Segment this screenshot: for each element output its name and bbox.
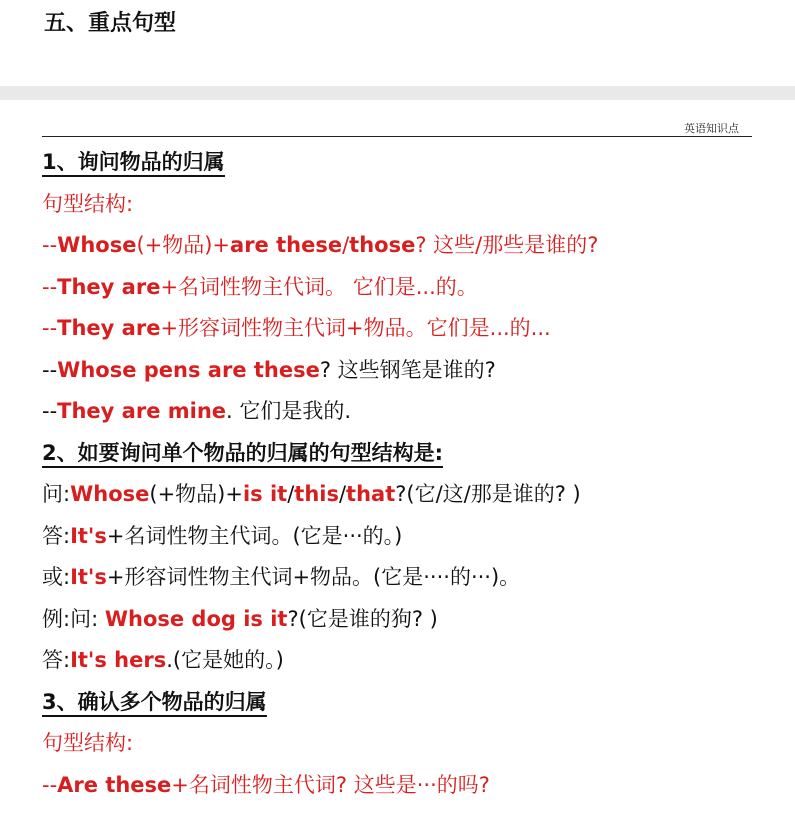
text-segment: +名词性物主代词。 它们是...的。 — [160, 275, 478, 299]
text-segment: 1、询问物品的归属 — [42, 150, 225, 174]
line-text — [42, 690, 267, 717]
text-segment: It's — [70, 524, 107, 548]
header-label: 英语知识点 — [684, 122, 739, 135]
line-text — [42, 482, 581, 506]
section-heading — [42, 148, 225, 176]
text-segment: +形容词性物主代词+物品。(它是····的···)。 — [106, 565, 521, 589]
text-segment: (+物品)+ — [149, 482, 243, 506]
text-segment: +形容词性物主代词+物品。它们是...的... — [160, 316, 551, 340]
text-segment: Whose dog is it — [104, 607, 288, 631]
text-segment: (+物品)+ — [136, 233, 231, 257]
text-segment: / — [287, 482, 295, 506]
line-text — [42, 731, 133, 755]
text-segment: They are mine — [57, 399, 227, 423]
section-title: 五、重点句型 — [44, 11, 177, 36]
text-segment: / — [338, 482, 347, 506]
line-text — [42, 358, 496, 382]
line-text — [42, 773, 490, 797]
line-text — [42, 607, 438, 631]
text-line — [42, 231, 598, 259]
text-line — [42, 314, 551, 342]
text-segment: 3、确认多个物品的归属 — [42, 690, 267, 714]
text-segment: are these — [230, 233, 343, 257]
text-segment: Whose — [70, 482, 150, 506]
text-segment: .(它是她的。) — [166, 648, 284, 672]
text-segment: 句型结构: — [42, 192, 134, 216]
text-segment: / — [342, 233, 350, 257]
text-segment: Whose pens are these — [57, 358, 320, 382]
text-segment: 答: — [42, 524, 71, 548]
text-segment: -- — [42, 316, 58, 340]
text-segment: They are — [57, 275, 161, 299]
text-line — [42, 480, 581, 508]
line-text — [42, 399, 351, 423]
document-page — [0, 100, 795, 817]
text-segment: ?(它是谁的狗? ) — [287, 607, 438, 631]
text-line — [42, 273, 478, 301]
text-segment: -- — [42, 399, 58, 423]
line-text — [42, 233, 598, 257]
line-text — [42, 275, 478, 299]
text-segment: It's — [70, 565, 107, 589]
text-segment: +名词性物主代词? 这些是···的吗? — [171, 773, 490, 797]
text-line — [42, 729, 133, 757]
header-rule — [42, 136, 752, 137]
line-text — [42, 648, 284, 672]
line-text — [42, 441, 443, 468]
text-segment: 例:问: — [42, 607, 105, 631]
text-segment: -- — [42, 358, 58, 382]
text-segment: 答: — [42, 648, 71, 672]
text-segment: They are — [57, 316, 161, 340]
text-line — [42, 646, 284, 674]
text-segment: that — [346, 482, 396, 506]
line-text — [42, 316, 551, 340]
previous-page — [0, 0, 795, 86]
text-line — [42, 190, 133, 218]
text-line — [42, 771, 490, 799]
line-text — [42, 524, 402, 548]
text-segment: -- — [42, 233, 58, 257]
text-segment: those — [349, 233, 416, 257]
text-segment: +名词性物主代词。(它是···的。) — [106, 524, 403, 548]
section-heading — [42, 439, 443, 467]
text-segment: . 它们是我的. — [226, 399, 352, 423]
text-segment: 句型结构: — [42, 731, 134, 755]
text-segment: is it — [242, 482, 288, 506]
text-line — [42, 397, 351, 425]
text-segment: Are these — [57, 773, 172, 797]
text-line — [42, 356, 496, 384]
text-segment: ?(它/这/那是谁的? ) — [395, 482, 581, 506]
text-segment: ? 这些钢笔是谁的? — [319, 358, 496, 382]
text-line — [42, 522, 402, 550]
text-line — [42, 605, 438, 633]
text-segment: 或: — [42, 565, 71, 589]
text-segment: this — [294, 482, 339, 506]
section-heading — [42, 688, 267, 716]
text-segment: 2、如要询问单个物品的归属的句型结构是: — [42, 441, 444, 465]
text-segment: -- — [42, 275, 58, 299]
text-segment: ? 这些/那些是谁的? — [415, 233, 599, 257]
text-segment: -- — [42, 773, 58, 797]
text-segment: It's hers — [70, 648, 167, 672]
line-text — [42, 565, 520, 589]
line-text — [42, 192, 133, 216]
text-segment: 问: — [42, 482, 71, 506]
text-line — [42, 563, 520, 591]
line-text — [42, 150, 225, 177]
text-segment: Whose — [57, 233, 137, 257]
